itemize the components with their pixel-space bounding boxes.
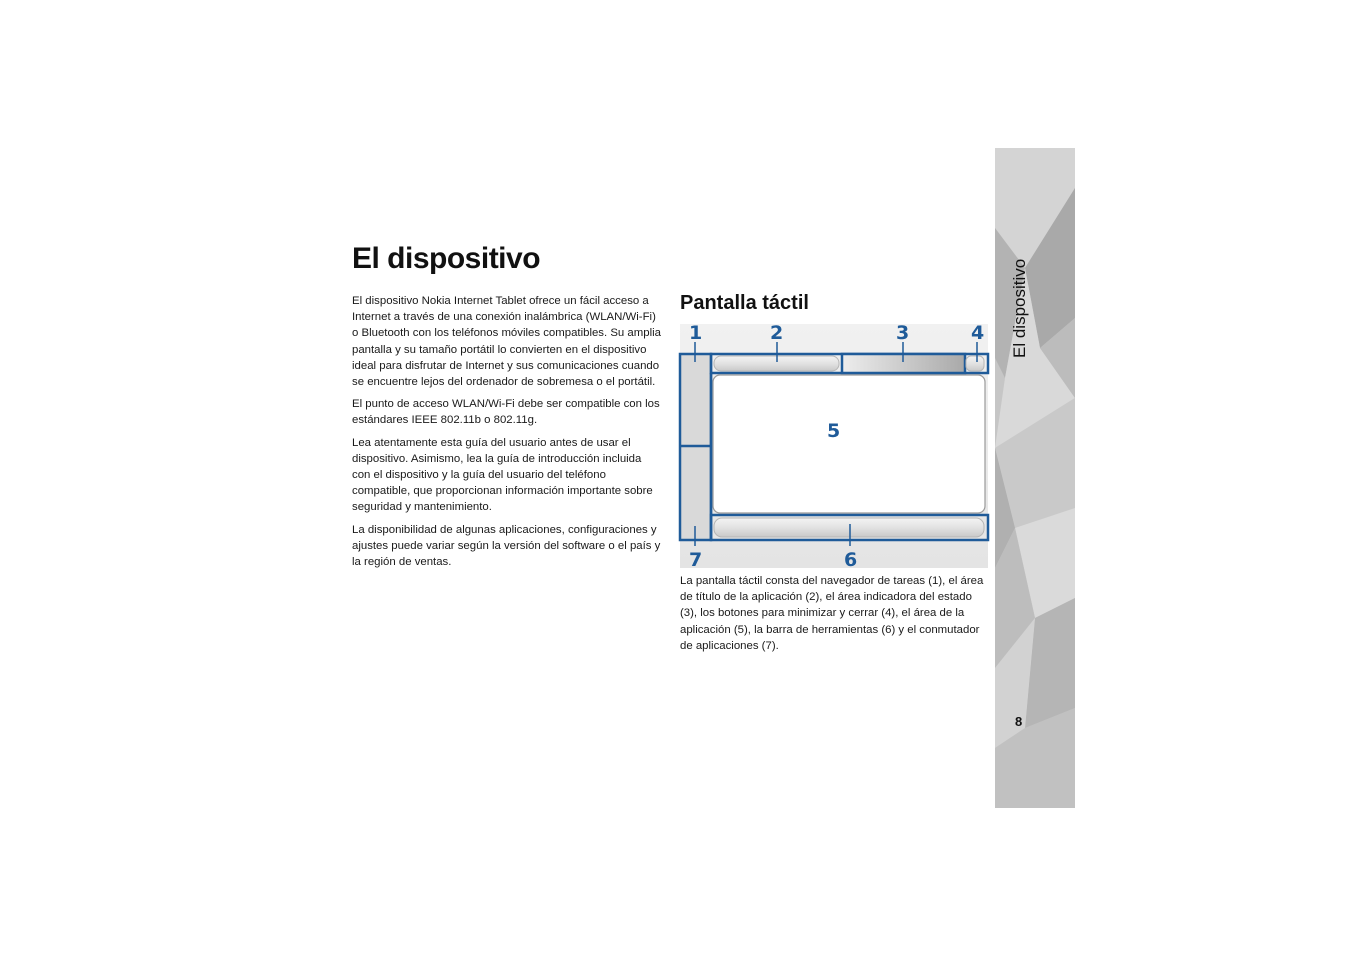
- section-title: Pantalla táctil: [680, 292, 809, 314]
- side-tab-pattern: [995, 148, 1075, 808]
- callout-4: 4: [971, 322, 985, 344]
- callout-2: 2: [770, 322, 784, 344]
- intro-text: [352, 293, 662, 576]
- side-tab: [995, 148, 1075, 808]
- callout-3: 3: [896, 322, 910, 344]
- side-tab-label-box: [1010, 248, 1032, 358]
- page-number: 8: [1015, 714, 1023, 729]
- wlan-paragraph: El punto de acceso WLAN/Wi-Fi debe ser compatible con los estándares IEEE 802.11b o 802.11g.: [352, 398, 660, 427]
- page-title: El dispositivo: [352, 242, 541, 275]
- availability-paragraph: La disponibilidad de algunas aplicaciones, configuraciones y ajustes puede variar según la versión del software o el país y la región de ventas.: [352, 523, 661, 569]
- callout-6: 6: [844, 549, 858, 571]
- callout-7: 7: [689, 549, 703, 571]
- callout-1: 1: [689, 322, 703, 344]
- diagram-caption: La pantalla táctil consta del navegador de tareas (1), el área de título de la aplicación (2), el área indicadora del estado (3), los botones para minimizar y cerrar (4), el área de la aplicación (5), la barra de herramientas (6) y el conmutador de aplicaciones (7).: [680, 575, 984, 652]
- intro-paragraph: El dispositivo Nokia Internet Tablet ofrece un fácil acceso a Internet a través de una conexión inalámbrica (WLAN/Wi-Fi) o Bluetooth con los teléfonos móviles compatibles. Su amplia pantalla y su tamaño portátil lo convierten en el dispositivo ideal para disfrutar de Internet y sus comunicaciones cuando se encuentre lejos del ordenador de sobremesa o el portátil.: [352, 295, 661, 389]
- minimize-close-buttons: [966, 356, 984, 371]
- touchscreen-diagram: [678, 318, 992, 572]
- toolbar: [714, 518, 984, 537]
- callout-5: 5: [827, 420, 841, 442]
- side-tab-label: El dispositivo: [1010, 258, 1029, 358]
- safety-paragraph: Lea atentamente esta guía del usuario antes de usar el dispositivo. Asimismo, lea la guía de introducción incluida con el dispositivo y la guía del usuario del teléfono compatible, que proporcionan información importante sobre seguridad y mantenimiento.: [352, 436, 653, 514]
- application-area: [713, 375, 985, 513]
